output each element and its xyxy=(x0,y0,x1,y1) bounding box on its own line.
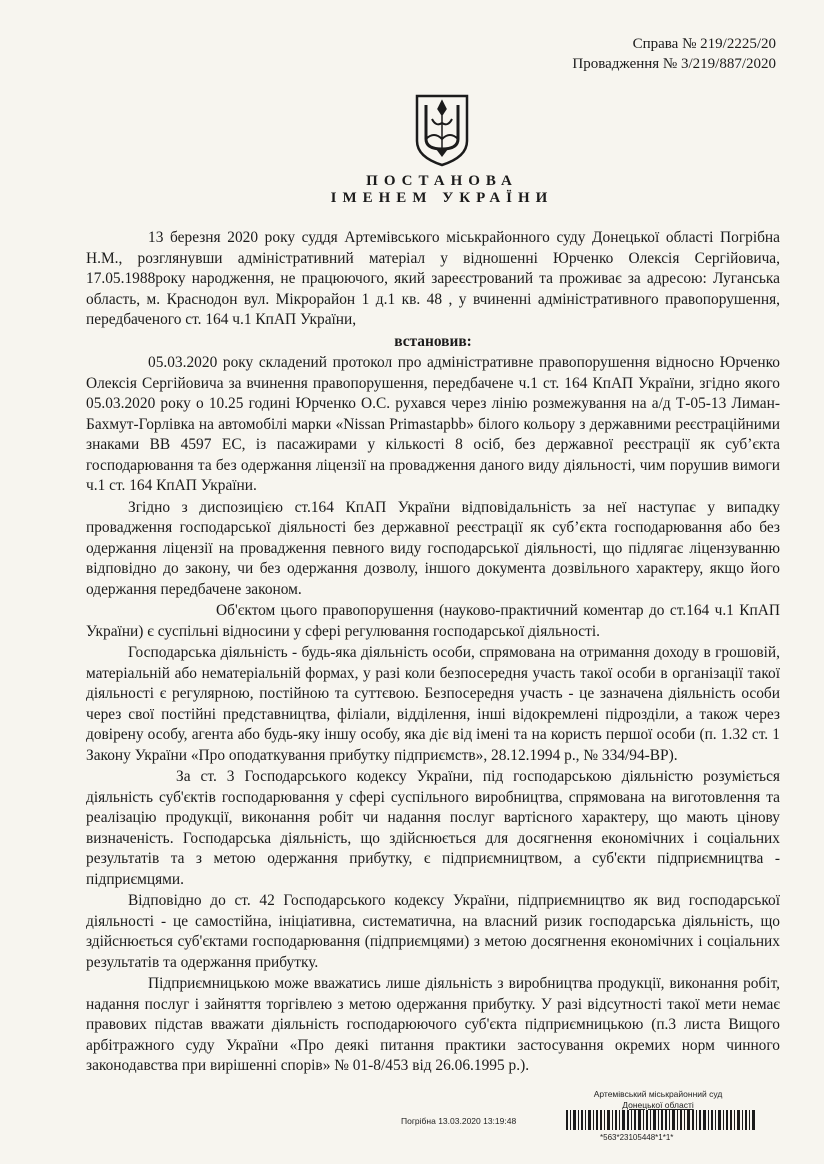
decision-title: ПОСТАНОВА xyxy=(366,173,518,189)
trident-coat-of-arms-icon xyxy=(414,93,470,167)
paragraph-heading-established: встановив: xyxy=(394,332,472,350)
paragraph-intro: 13 березня 2020 року суддя Артемівського міськрайонного суду Донецької області Погрібна Н.М., розглянувши адміністративний матеріал у відношенні Юрченко Олексія Сергійовича, 17.05.1988року народження, не працюючого, який зареєстрований та проживає за адресою: Луганська область, м. Краснодон вул. Мікрорайон 1 д.1 кв. 48 , у вчиненні адміністративного правопорушення, передбаченого ст. 164 ч.1 КпАП України, xyxy=(86,229,780,328)
paragraph-disposition: Згідно з диспозицією ст.164 КпАП України відповідальність за неї наступає у випадку провадження господарської діяльності без державної реєстрації як суб’єкта господарювання або без одержання ліцензії на провадження певного виду господарської діяльності, що підлягає ліцензуванню відповідно до закону, чи без одержання дозволу, іншого документа дозвільного характеру, якщо його одержання передбачене законом. xyxy=(86,498,780,598)
court-name: Артемівський міськрайонний суд xyxy=(593,1089,723,1099)
court-region: Донецької області xyxy=(622,1100,694,1110)
paragraph-entrepreneurship: Відповідно до ст. 42 Господарського кодексу України, підприємництво як вид господарської діяльності - це самостійна, ініціативна, систематична, на власний ризик господарська діяльність, що здійснюється суб'єктами господарювання (підприємцями) з метою досягнення економічних і соціальних результатів та одержання прибутку. xyxy=(86,892,780,971)
paragraph-arbitration: Підприємницькою може вважатись лише діяльність з виробництва продукції, виконання робіт, надання послуг і зайняття торгівлею з метою одержання прибутку. У разі відсутності такої мети немає правових підстав вважати діяльність господарюючого суб'єкта підприємницькою (п.3 листа Вищого арбітражного суду України «Про деякі питання практики застосування окремих норм чинного законодавства при вирішенні спорів» № 01-8/453 від 26.06.1995 р.). xyxy=(86,975,780,1074)
case-reference xyxy=(572,34,776,74)
proceeding-number: Провадження № 3/219/887/2020 xyxy=(572,56,776,72)
barcode-icon xyxy=(566,1110,756,1130)
paragraph-object: Об'єктом цього правопорушення (науково-практичний коментар до ст.164 ч.1 КпАП України) є суспільні відносини у сфері регулювання господарської діяльності. xyxy=(86,602,780,640)
paragraph-economic-activity: Господарська діяльність - будь-яка діяльність особи, спрямована на отримання доходу в грошовій, матеріальній або нематеріальній формах, у разі коли безпосередня участь такої особи в організації такої діяльності є регулярною, постійною та суттєвою. Безпосередня участь - це зазначена діяльність особи через свої постійні представництва, філіали, відділення, інші відокремлені підрозділи, а також через довірену особу, агента або будь-яку іншу особу, яка діє від імені та на користь першої особи (п. 1.32 ст. 1 Закону України «Про оподаткування прибутку підприємств», 28.12.1994 р., № 334/94-ВР). xyxy=(86,644,780,764)
case-number: Справа № 219/2225/20 xyxy=(632,36,776,52)
court-stamp xyxy=(583,1089,733,1111)
paragraph-commercial-code: За ст. 3 Господарського кодексу України, під господарською діяльністю розуміється діяльність суб'єктів господарювання у сфері суспільного виробництва, спрямована на виготовлення та реалізацію продукції, виконання робіт чи надання послуг вартісного характеру, що мають цінову визначеність. Господарська діяльність, що здійснюється для досягнення економічних і соціальних результатів та з метою одержання прибутку, є підприємництвом, а суб'єкти підприємництва - підприємцями. xyxy=(86,768,780,888)
barcode-number: *563*23105448*1*1* xyxy=(600,1133,674,1142)
document-body xyxy=(86,228,780,1077)
signer-timestamp: Погрібна 13.03.2020 13:19:48 xyxy=(401,1116,517,1126)
paragraph-protocol: 05.03.2020 року складений протокол про адміністративне правопорушення відносно Юрченко Олексія Сергійовича за вчинення правопорушення, передбачене ч.1 ст. 164 КпАП України, згідно якого 05.03.2020 року о 10.25 годині Юрченко О.С. рухався через лінію розмежування на а/д Т-05-13 Лиман-Бахмут-Горлівка на автомобілі марки «Nissan Primastapbb» білого кольору з державними реєстраційними знаками ВВ 4597 ЕС, із пасажирами у кількості 8 осіб, без державної реєстрації як суб’єкта господарювання та без одержання ліцензії на провадження даного виду діяльності, чим порушив вимоги ч.1 ст. 164 КпАП України. xyxy=(86,354,780,494)
decision-subtitle: ІМЕНЕМ УКРАЇНИ xyxy=(330,190,554,206)
